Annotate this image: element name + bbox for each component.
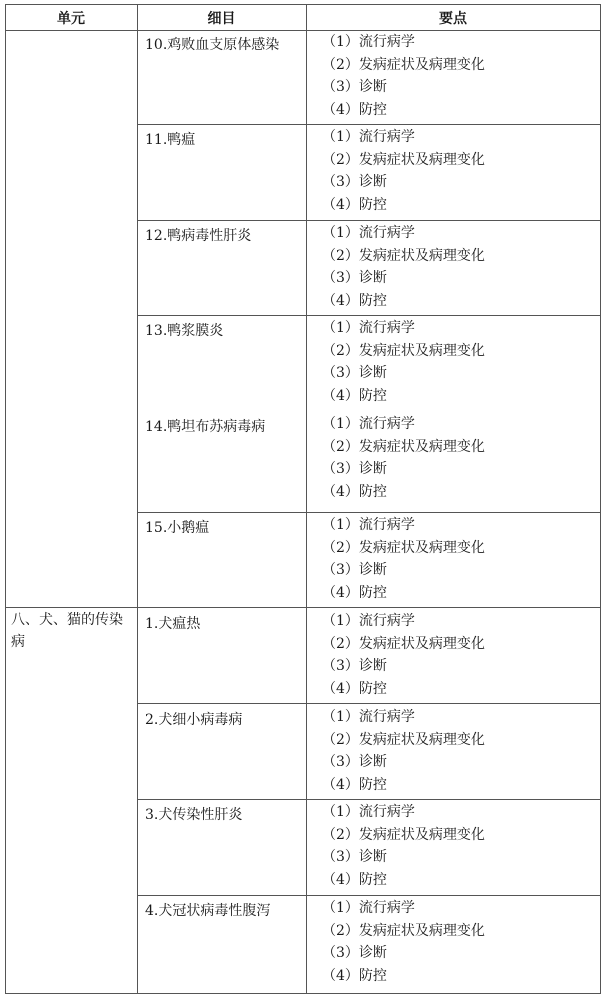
point-item: （2）发病症状及病理变化: [322, 731, 485, 748]
item-label: 1.犬瘟热: [145, 616, 201, 632]
header-unit: 单元: [57, 11, 85, 27]
point-item: （1）流行病学: [322, 900, 415, 916]
points-list: [322, 610, 485, 700]
unit-label: 八、犬、猫的传染病: [11, 612, 123, 650]
point-item: （4）防控: [322, 483, 387, 500]
item-label: 11.鸭瘟: [145, 132, 196, 148]
point-item: （1）流行病学: [322, 709, 415, 725]
header-points: 要点: [439, 11, 467, 27]
point-item: （4）防控: [322, 584, 387, 601]
item-label: 4.犬冠状病毒性腹泻: [145, 903, 271, 919]
header-bottom-border: [5, 30, 601, 31]
unit-column-divider: [137, 4, 138, 994]
row-divider: [137, 703, 601, 704]
point-item: （4）防控: [322, 387, 387, 404]
point-item: （1）流行病学: [322, 129, 415, 145]
point-item: （4）防控: [322, 292, 387, 309]
point-item: （1）流行病学: [322, 320, 415, 336]
row-divider: [137, 220, 601, 221]
point-item: （2）发病症状及病理变化: [322, 826, 485, 843]
points-list: [322, 317, 485, 407]
points-list: [322, 222, 485, 312]
table-right-border: [600, 4, 601, 994]
point-item: （4）防控: [322, 196, 387, 213]
row-divider: [137, 895, 601, 896]
item-label: 13.鸭浆膜炎: [145, 323, 224, 339]
points-list: [322, 514, 485, 604]
table-left-border: [5, 4, 6, 994]
point-item: （3）诊断: [322, 174, 387, 190]
point-item: （1）流行病学: [322, 225, 415, 241]
point-item: （2）发病症状及病理变化: [322, 438, 485, 455]
point-item: （3）诊断: [322, 754, 387, 770]
row-divider: [137, 124, 601, 125]
item-label: 3.犬传染性肝炎: [145, 807, 243, 823]
point-item: （1）流行病学: [322, 34, 415, 50]
point-item: （1）流行病学: [322, 804, 415, 820]
table-bottom-border: [5, 993, 601, 994]
point-item: （4）防控: [322, 871, 387, 888]
point-item: （1）流行病学: [322, 517, 415, 533]
point-item: （3）诊断: [322, 562, 387, 578]
point-item: （2）发病症状及病理变化: [322, 539, 485, 556]
point-item: （2）发病症状及病理变化: [322, 151, 485, 168]
row-divider: [137, 512, 601, 513]
points-list: [322, 126, 485, 216]
item-label: 10.鸡败血支原体感染: [145, 37, 280, 53]
item-column-divider: [306, 4, 307, 994]
point-item: （3）诊断: [322, 461, 387, 477]
item-label: 14.鸭坦布苏病毒病: [145, 419, 266, 435]
point-item: （1）流行病学: [322, 416, 415, 432]
point-item: （2）发病症状及病理变化: [322, 635, 485, 652]
point-item: （4）防控: [322, 967, 387, 984]
header-item: 细目: [207, 11, 236, 27]
point-item: （4）防控: [322, 101, 387, 118]
point-item: （2）发病症状及病理变化: [322, 342, 485, 359]
point-item: （2）发病症状及病理变化: [322, 922, 485, 939]
points-list: [322, 801, 485, 891]
points-list: [322, 897, 485, 987]
points-list: [322, 31, 485, 121]
point-item: （1）流行病学: [322, 613, 415, 629]
item-label: 15.小鹅瘟: [145, 520, 210, 536]
point-item: （3）诊断: [322, 270, 387, 286]
point-item: （4）防控: [322, 776, 387, 793]
point-item: （3）诊断: [322, 365, 387, 381]
point-item: （2）发病症状及病理变化: [322, 56, 485, 73]
row-divider: [137, 799, 601, 800]
item-label: 2.犬细小病毒病: [145, 712, 243, 728]
points-list: [322, 413, 485, 503]
row-divider: [137, 315, 601, 316]
point-item: （2）发病症状及病理变化: [322, 247, 485, 264]
points-list: [322, 706, 485, 796]
point-item: （3）诊断: [322, 79, 387, 95]
unit-divider: [5, 607, 601, 608]
table-top-border: [5, 4, 601, 5]
item-label: 12.鸭病毒性肝炎: [145, 228, 252, 244]
point-item: （3）诊断: [322, 945, 387, 961]
point-item: （4）防控: [322, 680, 387, 697]
point-item: （3）诊断: [322, 849, 387, 865]
point-item: （3）诊断: [322, 658, 387, 674]
